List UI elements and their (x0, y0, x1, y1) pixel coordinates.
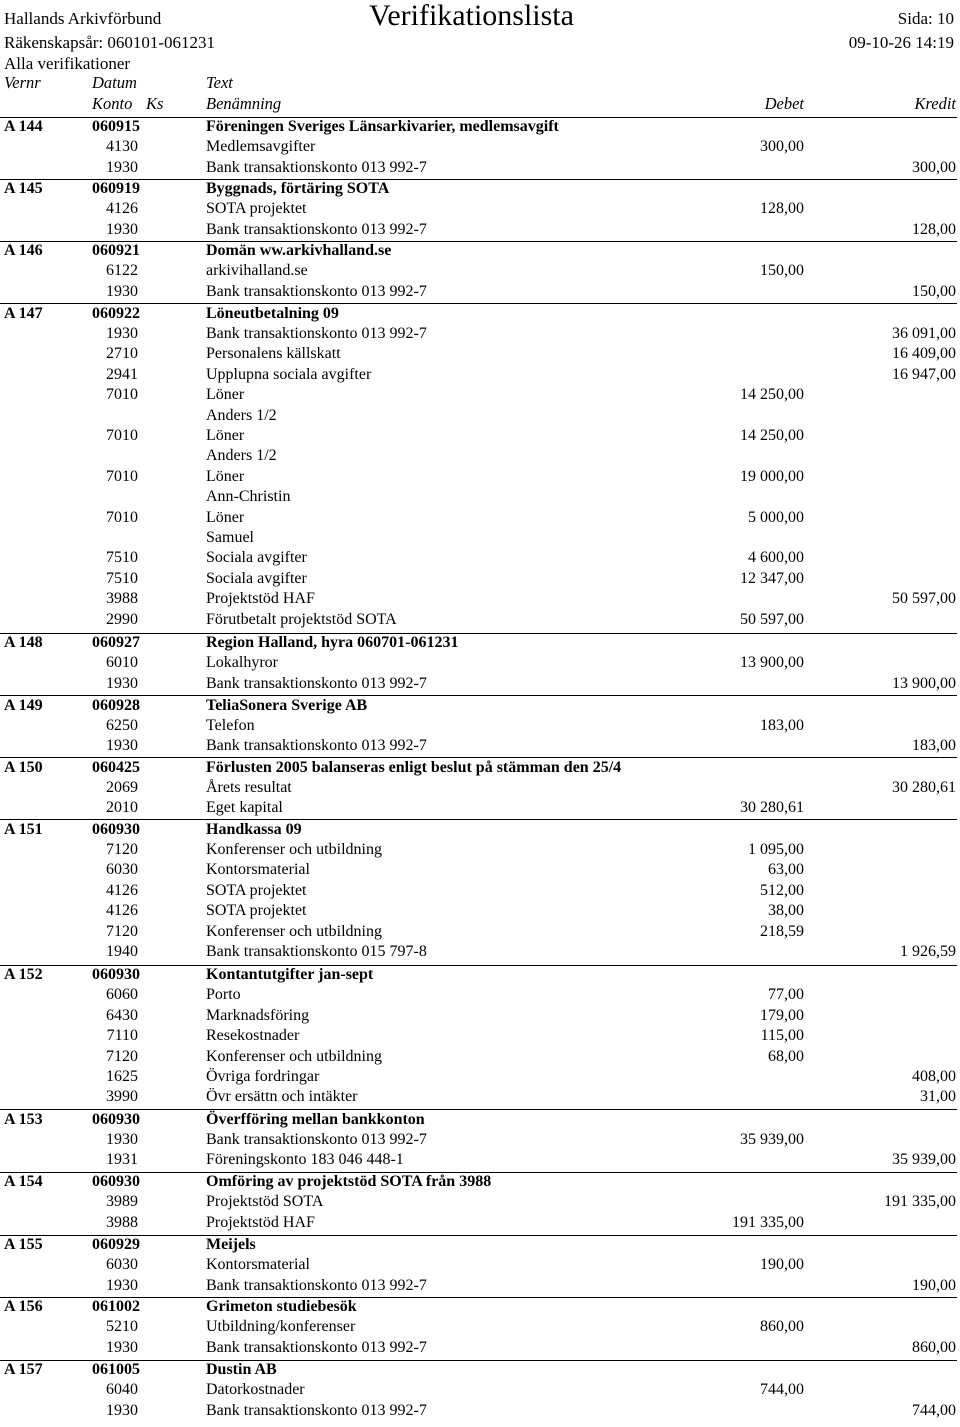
voucher-number: A 149 (4, 696, 43, 714)
line-debit: 30 280,61 (740, 799, 804, 817)
line-description: Samuel (206, 528, 254, 546)
line-description: Medlemsavgifter (206, 138, 316, 156)
line-account: 1930 (106, 282, 138, 300)
line-description: Årets resultat (206, 778, 292, 796)
line-description: SOTA projektet (206, 200, 307, 218)
voucher-text: Meijels (206, 1236, 256, 1253)
voucher-separator (0, 303, 957, 304)
line-account: 7120 (106, 922, 138, 940)
line-account: 3990 (106, 1088, 138, 1106)
line-account: 1930 (106, 158, 138, 176)
line-debit: 5 000,00 (748, 508, 804, 526)
line-account: 2069 (106, 778, 138, 796)
line-debit: 14 250,00 (740, 386, 804, 404)
line-debit: 77,00 (768, 986, 804, 1004)
voucher-number: A 151 (4, 820, 43, 838)
line-credit: 35 939,00 (892, 1151, 956, 1169)
line-description: Eget kapital (206, 799, 283, 817)
line-debit: 128,00 (760, 200, 804, 218)
line-account: 2010 (106, 799, 138, 817)
line-account: 7010 (106, 386, 138, 404)
line-description: Projektstöd SOTA (206, 1193, 324, 1211)
line-description: Konferenser och utbildning (206, 922, 382, 940)
voucher-separator (0, 1109, 957, 1110)
line-description: Bank transaktionskonto 013 992-7 (206, 1401, 427, 1419)
line-account: 1931 (106, 1151, 138, 1169)
voucher-date: 061002 (92, 1298, 140, 1315)
line-credit: 13 900,00 (892, 674, 956, 692)
voucher-number: A 154 (4, 1173, 43, 1190)
voucher-text: Handkassa 09 (206, 820, 302, 838)
line-credit: 300,00 (912, 158, 956, 176)
line-debit: 179,00 (760, 1006, 804, 1024)
voucher-date: 060930 (92, 966, 140, 983)
line-description: Marknadsföring (206, 1006, 310, 1024)
voucher-separator (0, 179, 957, 180)
voucher-date: 060929 (92, 1236, 140, 1253)
line-description: Ann-Christin (206, 488, 291, 506)
line-debit: 19 000,00 (740, 467, 804, 485)
line-debit: 1 095,00 (748, 840, 804, 858)
line-debit: 63,00 (768, 861, 804, 879)
voucher-text: Löneutbetalning 09 (206, 304, 339, 322)
line-account: 7510 (106, 569, 138, 587)
voucher-text: Överfföring mellan bankkonton (206, 1110, 425, 1128)
line-description: Löner (206, 467, 245, 485)
column-header-debet: Debet (764, 94, 804, 113)
voucher-text: Omföring av projektstöd SOTA från 3988 (206, 1173, 492, 1190)
selection-label: Alla verifikationer (4, 54, 131, 73)
voucher-date: 060915 (92, 118, 140, 135)
line-description: Anders 1/2 (206, 406, 277, 424)
line-account: 4126 (106, 902, 138, 920)
line-account: 7120 (106, 1047, 138, 1065)
line-account: 6030 (106, 1256, 138, 1274)
line-debit: 190,00 (760, 1256, 804, 1274)
line-debit: 50 597,00 (740, 610, 804, 628)
voucher-number: A 152 (4, 966, 43, 983)
voucher-number: A 153 (4, 1110, 43, 1128)
line-description: Resekostnader (206, 1027, 300, 1045)
line-account: 1930 (106, 1276, 138, 1294)
line-debit: 191 335,00 (732, 1213, 804, 1231)
line-account: 7110 (106, 1027, 138, 1045)
voucher-text: Förlusten 2005 balanseras enligt beslut på stämman den 25/4 (206, 758, 622, 776)
line-account: 1930 (106, 674, 138, 692)
voucher-number: A 145 (4, 180, 43, 197)
line-debit: 183,00 (760, 716, 804, 734)
line-description: Förutbetalt projektstöd SOTA (206, 610, 397, 628)
line-credit: 16 947,00 (892, 365, 956, 383)
voucher-date: 060922 (92, 304, 140, 322)
line-credit: 744,00 (912, 1401, 956, 1419)
voucher-number: A 148 (4, 634, 43, 651)
line-description: Konferenser och utbildning (206, 840, 382, 858)
line-debit: 13 900,00 (740, 654, 804, 672)
line-description: Telefon (206, 716, 255, 734)
line-description: Upplupna sociala avgifter (206, 365, 372, 383)
line-credit: 191 335,00 (884, 1193, 956, 1211)
voucher-text: Grimeton studiebesök (206, 1298, 357, 1315)
line-account: 1930 (106, 1338, 138, 1356)
line-description: Bank transaktionskonto 013 992-7 (206, 220, 427, 238)
line-account: 6030 (106, 861, 138, 879)
voucher-separator (0, 1235, 957, 1236)
line-credit: 31,00 (920, 1088, 956, 1106)
line-debit: 860,00 (760, 1318, 804, 1336)
voucher-text: Byggnads, förtäring SOTA (206, 180, 390, 197)
voucher-number: A 155 (4, 1236, 43, 1253)
line-account: 2710 (106, 345, 138, 363)
line-account: 5210 (106, 1318, 138, 1336)
line-description: Kontorsmaterial (206, 1256, 310, 1274)
voucher-date: 060930 (92, 820, 140, 838)
line-account: 6250 (106, 716, 138, 734)
line-account: 7010 (106, 467, 138, 485)
voucher-separator (0, 819, 957, 820)
line-credit: 1 926,59 (900, 942, 956, 960)
line-account: 7010 (106, 426, 138, 444)
line-description: Övriga fordringar (206, 1068, 320, 1085)
line-debit: 744,00 (760, 1381, 804, 1399)
line-description: Datorkostnader (206, 1381, 305, 1399)
line-description: Övr ersättn och intäkter (206, 1088, 358, 1106)
line-account: 4130 (106, 138, 138, 156)
voucher-separator (0, 1297, 957, 1298)
line-description: Kontorsmaterial (206, 861, 310, 879)
line-account: 1625 (106, 1068, 138, 1085)
line-description: Lokalhyror (206, 654, 278, 672)
line-credit: 408,00 (912, 1068, 956, 1085)
voucher-text: Kontantutgifter jan-sept (206, 966, 374, 983)
voucher-separator (0, 757, 957, 758)
voucher-separator (0, 1360, 957, 1361)
line-credit: 190,00 (912, 1276, 956, 1294)
line-account: 1940 (106, 942, 138, 960)
line-description: Bank transaktionskonto 013 992-7 (206, 1276, 427, 1294)
line-description: Sociala avgifter (206, 549, 307, 567)
print-timestamp: 09-10-26 14:19 (848, 33, 954, 52)
line-account: 4126 (106, 881, 138, 899)
line-debit: 35 939,00 (740, 1130, 804, 1148)
voucher-text: TeliaSonera Sverige AB (206, 696, 368, 714)
column-header-konto: Konto (92, 94, 133, 113)
line-description: Bank transaktionskonto 013 992-7 (206, 737, 427, 755)
line-account: 1930 (106, 1130, 138, 1148)
voucher-number: A 147 (4, 304, 43, 322)
line-credit: 860,00 (912, 1338, 956, 1356)
line-description: Bank transaktionskonto 015 797-8 (206, 942, 427, 960)
line-account: 6122 (106, 262, 138, 280)
line-debit: 4 600,00 (748, 549, 804, 567)
line-description: Löner (206, 426, 245, 444)
voucher-date: 060928 (92, 696, 140, 714)
line-debit: 115,00 (760, 1027, 804, 1045)
line-account: 7120 (106, 840, 138, 858)
line-description: Föreningskonto 183 046 448-1 (206, 1151, 404, 1169)
voucher-separator (0, 965, 957, 966)
line-account: 2941 (106, 365, 138, 383)
line-account: 7510 (106, 549, 138, 567)
line-description: SOTA projektet (206, 902, 307, 920)
line-description: arkivihalland.se (206, 262, 308, 280)
voucher-number: A 146 (4, 242, 43, 259)
column-header-text: Text (206, 73, 233, 92)
line-credit: 36 091,00 (892, 324, 956, 342)
line-debit: 38,00 (768, 902, 804, 920)
column-header-vernr: Vernr (4, 73, 41, 92)
voucher-number: A 144 (4, 118, 43, 135)
voucher-text: Dustin AB (206, 1361, 277, 1378)
column-header-datum: Datum (92, 73, 137, 92)
line-account: 1930 (106, 324, 138, 342)
line-account: 6040 (106, 1381, 138, 1399)
line-debit: 218,59 (760, 922, 804, 940)
fiscal-year: Räkenskapsår: 060101-061231 (4, 33, 216, 52)
line-description: Löner (206, 508, 245, 526)
line-description: Bank transaktionskonto 013 992-7 (206, 324, 427, 342)
voucher-date: 060425 (92, 758, 140, 776)
line-description: Projektstöd HAF (206, 1213, 315, 1231)
voucher-text: Föreningen Sveriges Länsarkivarier, medlemsavgift (206, 118, 559, 135)
voucher-date: 060930 (92, 1173, 140, 1190)
voucher-date: 060927 (92, 634, 140, 651)
voucher-date: 061005 (92, 1361, 140, 1378)
line-credit: 183,00 (912, 737, 956, 755)
voucher-number: A 157 (4, 1361, 43, 1378)
line-account: 3988 (106, 590, 138, 608)
voucher-separator (0, 241, 957, 242)
line-account: 3989 (106, 1193, 138, 1211)
line-description: Sociala avgifter (206, 569, 307, 587)
page-number: Sida: 10 (897, 9, 954, 28)
line-account: 7010 (106, 508, 138, 526)
line-description: Löner (206, 386, 245, 404)
line-description: Personalens källskatt (206, 345, 341, 363)
voucher-text: Region Halland, hyra 060701-061231 (206, 634, 459, 651)
column-header-ks: Ks (146, 94, 164, 113)
line-debit: 68,00 (768, 1047, 804, 1065)
line-account: 1930 (106, 737, 138, 755)
line-description: Anders 1/2 (206, 447, 277, 465)
line-description: Bank transaktionskonto 013 992-7 (206, 674, 427, 692)
line-debit: 14 250,00 (740, 426, 804, 444)
line-description: SOTA projektet (206, 881, 307, 899)
line-description: Bank transaktionskonto 013 992-7 (206, 158, 427, 176)
voucher-number: A 150 (4, 758, 43, 776)
line-description: Bank transaktionskonto 013 992-7 (206, 1130, 427, 1148)
line-account: 4126 (106, 200, 138, 218)
organization-name: Hallands Arkivförbund (4, 9, 162, 28)
line-description: Porto (206, 986, 241, 1004)
voucher-text: Domän ww.arkivhalland.se (206, 242, 392, 259)
column-header-benamning: Benämning (206, 94, 282, 113)
line-debit: 12 347,00 (740, 569, 804, 587)
line-credit: 128,00 (912, 220, 956, 238)
line-description: Projektstöd HAF (206, 590, 315, 608)
line-description: Bank transaktionskonto 013 992-7 (206, 282, 427, 300)
line-account: 6010 (106, 654, 138, 672)
column-header-kredit: Kredit (914, 94, 956, 113)
line-debit: 150,00 (760, 262, 804, 280)
voucher-date: 060921 (92, 242, 140, 259)
line-debit: 512,00 (760, 881, 804, 899)
line-debit: 300,00 (760, 138, 804, 156)
line-credit: 16 409,00 (892, 345, 956, 363)
page-title: Verifikationslista (369, 0, 574, 32)
voucher-date: 060930 (92, 1110, 140, 1128)
line-account: 2990 (106, 610, 138, 628)
line-credit: 30 280,61 (892, 778, 956, 796)
line-account: 6430 (106, 1006, 138, 1024)
line-description: Konferenser och utbildning (206, 1047, 382, 1065)
voucher-number: A 156 (4, 1298, 43, 1315)
line-credit: 150,00 (912, 282, 956, 300)
line-description: Utbildning/konferenser (206, 1318, 356, 1336)
line-description: Bank transaktionskonto 013 992-7 (206, 1338, 427, 1356)
voucher-separator (0, 633, 957, 634)
line-account: 1930 (106, 220, 138, 238)
line-credit: 50 597,00 (892, 590, 956, 608)
voucher-date: 060919 (92, 180, 140, 197)
line-account: 6060 (106, 986, 138, 1004)
line-account: 1930 (106, 1401, 138, 1419)
voucher-separator (0, 695, 957, 696)
line-account: 3988 (106, 1213, 138, 1231)
